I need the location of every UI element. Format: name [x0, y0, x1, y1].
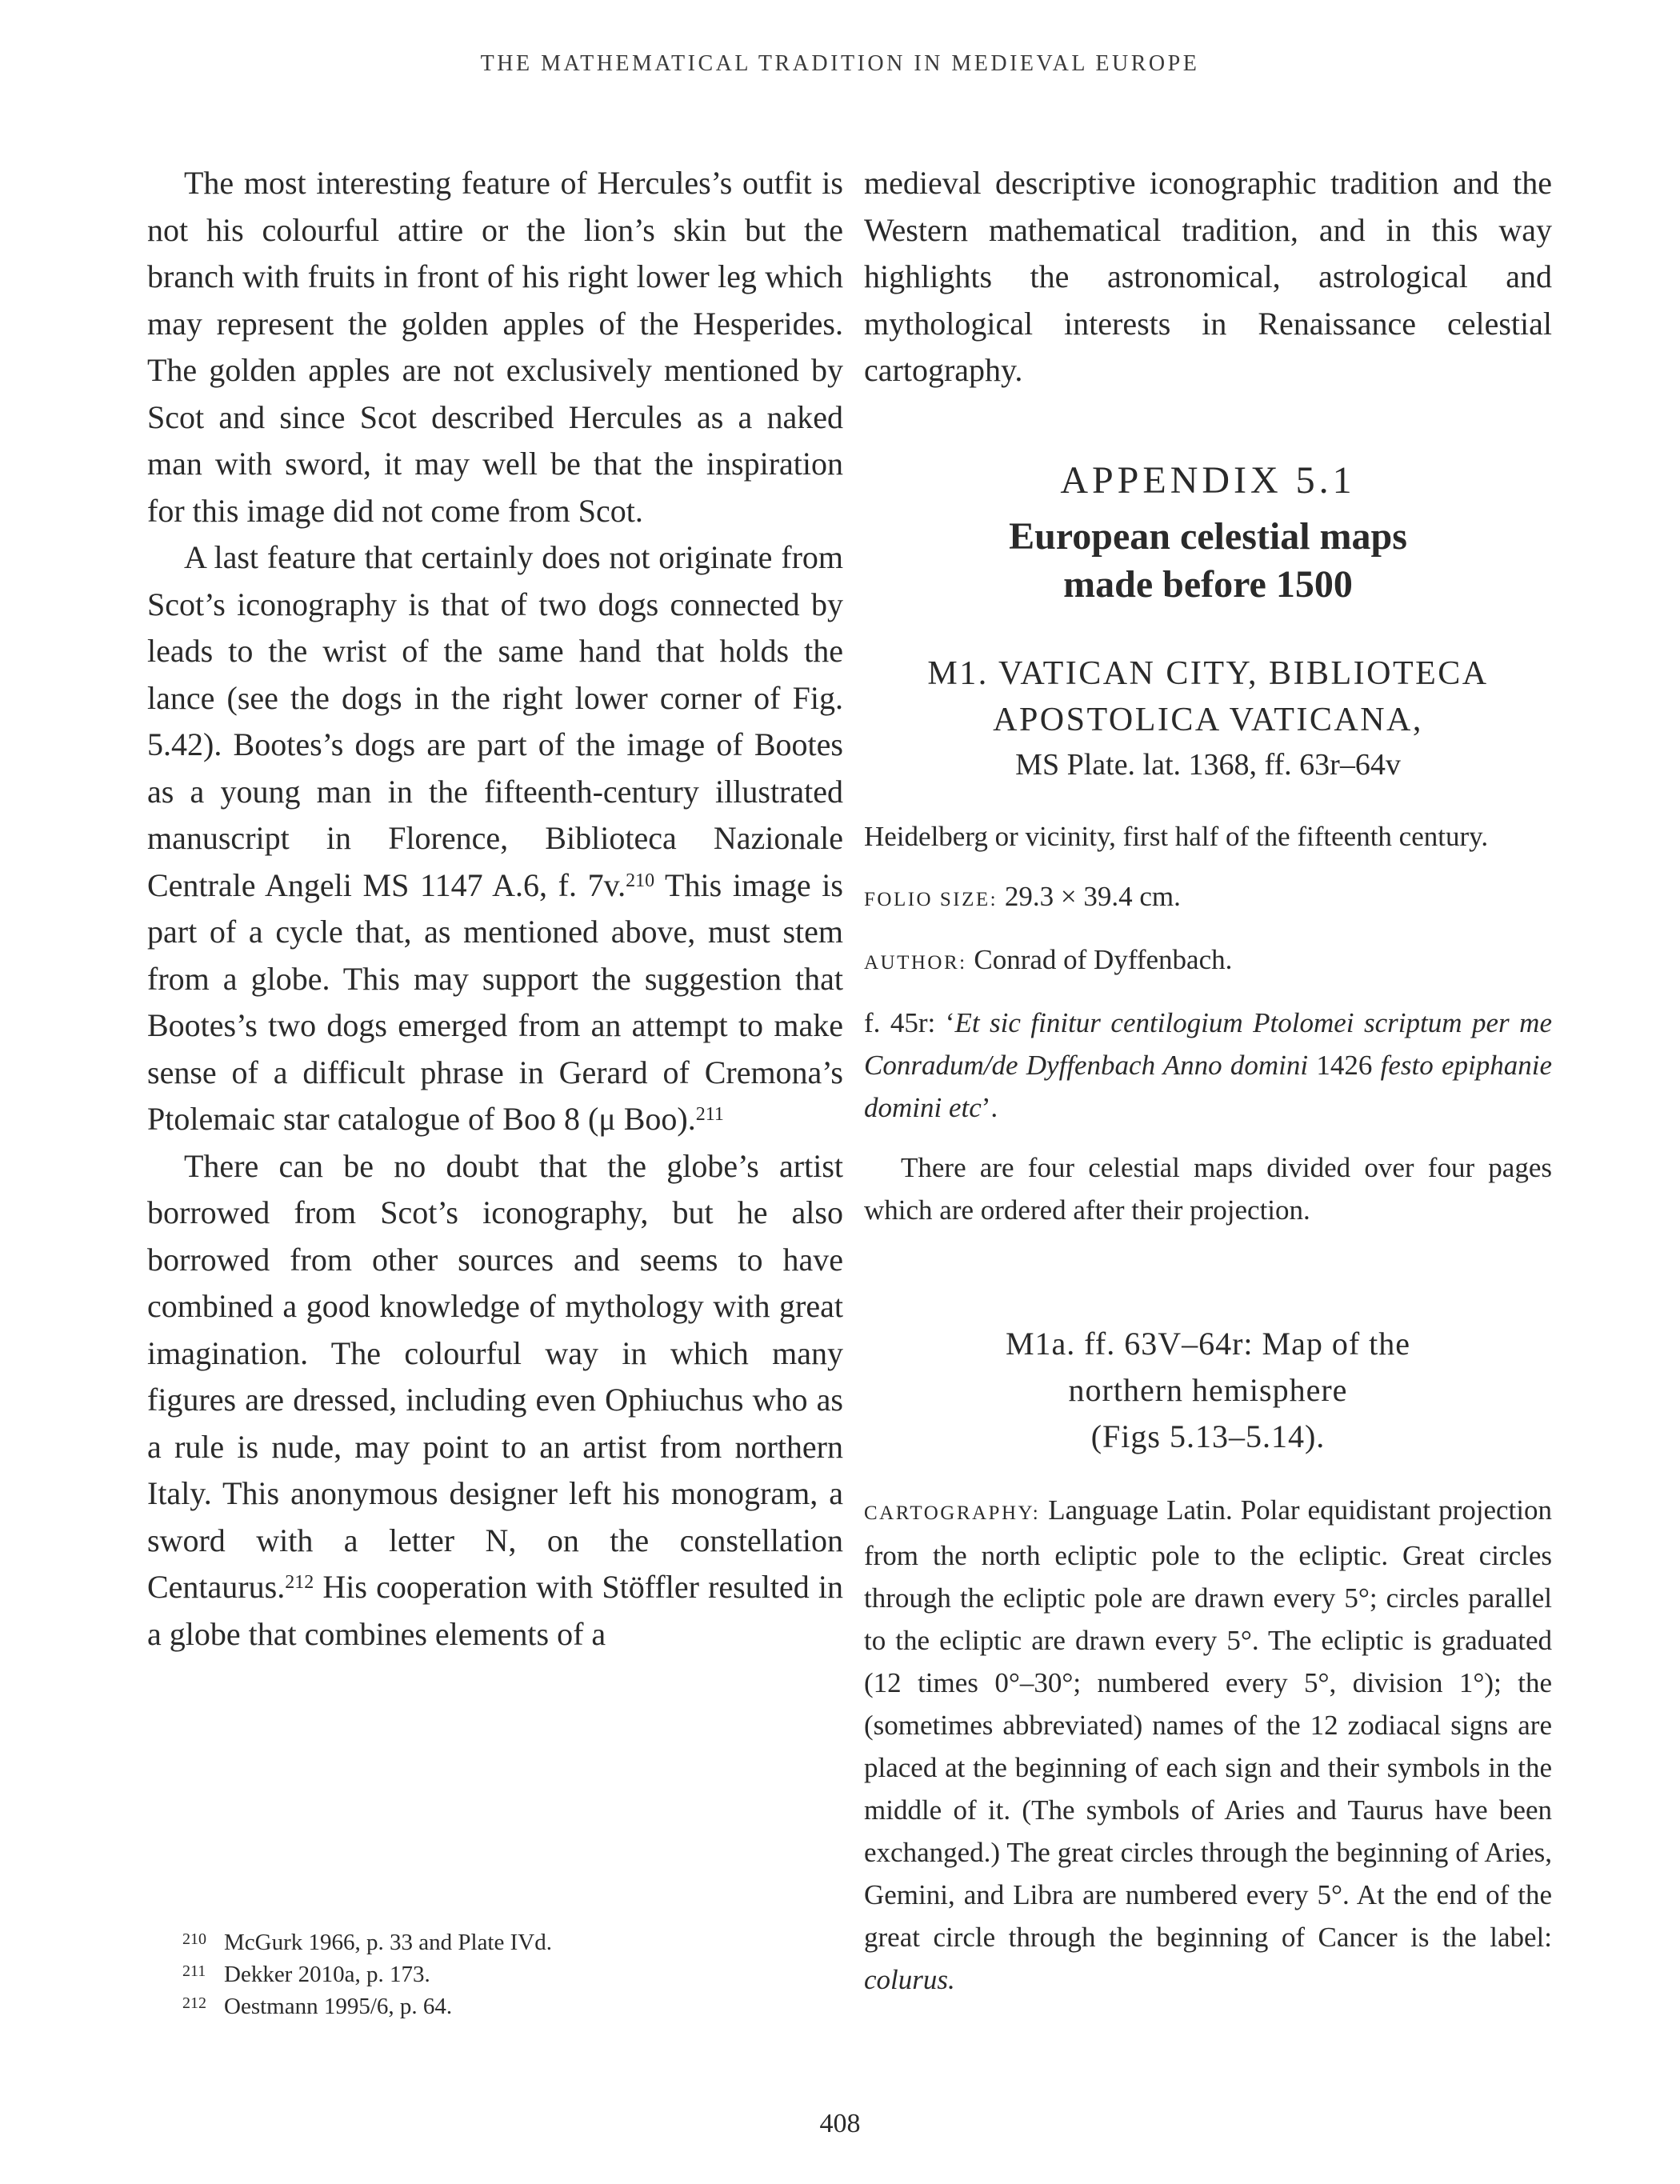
- footnote-212: [182, 1990, 822, 2022]
- manuscript-heading-line: M1. VATICAN CITY, BIBLIOTECA: [927, 654, 1489, 692]
- colurus-label: colurus.: [864, 1963, 955, 1995]
- appendix-number: APPENDIX 5.1: [1060, 458, 1356, 502]
- manuscript-origin: Heidelberg or vicinity, first half of the fifteenth century.: [864, 820, 1489, 852]
- maps-description: There are four celestial maps divided over four pages which are ordered after their projection.: [864, 1151, 1552, 1226]
- footnote-211: [182, 1958, 822, 1990]
- footnote-text: Oestmann 1995/6, p. 64.: [224, 1994, 453, 2019]
- folio-size-value: 29.3 × 39.4 cm.: [998, 880, 1181, 912]
- paragraph-bootes-dogs: [147, 534, 843, 1143]
- colophon-end: ’.: [981, 1091, 998, 1123]
- footnote-number: 212: [182, 1994, 206, 2012]
- paragraph-continuation: medieval descriptive iconographic tradition and the Western mathematical tradition, and in this way highlights the astronomical, astrological and mythological interests in Renaissance celestial cartography.: [864, 165, 1552, 388]
- left-column: [147, 160, 843, 1658]
- footnote-ref-210[interactable]: 210: [626, 870, 655, 891]
- running-head: THE MATHEMATICAL TRADITION IN MEDIEVAL EUROPE: [480, 51, 1200, 76]
- manuscript-heading-line: APOSTOLICA VATICANA,: [993, 701, 1423, 738]
- author: [864, 938, 1552, 984]
- colophon-quote: [864, 1002, 1552, 1129]
- folio-size-label: FOLIO SIZE:: [864, 888, 998, 910]
- footnote-text: McGurk 1966, p. 33 and Plate IVd.: [224, 1930, 552, 1955]
- appendix-title: [864, 513, 1552, 609]
- colophon-year: 1426: [1308, 1049, 1381, 1081]
- cartography-description: [864, 1489, 1552, 2001]
- author-label: AUTHOR:: [864, 951, 967, 974]
- paragraph-text: There can be no doubt that the globe’s artist borrowed from Scot’s iconography, but he also borrowed from other sources and seems to have combined a good knowledge of mythology with great imagination. The colourful way in which many figures are dressed, including even Ophiuchus who as a rule is nude, may point to an artist from northern Italy. This anonymous designer left his monogram, a sword with a letter N, on the constellation Centaurus.: [147, 1147, 843, 1605]
- map-heading: [864, 1321, 1552, 1460]
- paragraph-text: His cooperation with Stöffler resulted in a globe that combines elements of a: [147, 1569, 843, 1652]
- footnote-text: Dekker 2010a, p. 173.: [224, 1962, 430, 1987]
- footnotes: [182, 1926, 822, 2022]
- map-heading-line: northern hemisphere: [1068, 1371, 1348, 1408]
- cartography-text: Language Latin. Polar equidistant projection from the north ecliptic pole to the ecliptic. Great circles through the ecliptic pole are drawn every 5°; circles parallel to the ecliptic are drawn every 5°. The ecliptic is graduated (12 times 0°–30°; numbered every 5°, division 1°); the (sometimes abbreviated) names of the 12 zodiacal signs are placed at the beginning of each sign and their symbols in the middle of it. (The symbols of Aries and Taurus have been exchanged.) The great circles through the beginning of Aries, Gemini, and Libra are numbered every 5°. At the end of the great circle through the beginning of Cancer is the label:: [864, 1494, 1552, 1953]
- footnote-ref-211[interactable]: 211: [695, 1104, 724, 1125]
- footnote-210: [182, 1926, 822, 1958]
- footnote-number: 211: [182, 1962, 206, 1980]
- appendix-heading: [864, 457, 1552, 609]
- paragraph-hercules-outfit: The most interesting feature of Hercules’s outfit is not his colourful attire or the lion’s skin but the branch with fruits in front of his right lower leg which may represent the golden apples of the Hesperides. The golden apples are not exclusively mentioned by Scot and since Scot described Hercules as a naked man with sword, it may well be that the inspiration for this image did not come from Scot.: [147, 165, 843, 529]
- manuscript-heading: [864, 650, 1552, 786]
- map-heading-line: (Figs 5.13–5.14).: [1090, 1418, 1326, 1454]
- colophon-latin: festo epiphanie domini etc: [864, 1049, 1553, 1123]
- appendix-title-line: made before 1500: [1063, 562, 1353, 606]
- map-heading-line: M1a. ff. 63V–64r: Map of the: [1005, 1325, 1411, 1362]
- cartography-label: CARTOGRAPHY:: [864, 1502, 1041, 1524]
- appendix-title-line: European celestial maps: [1009, 514, 1407, 558]
- colophon-latin: Et sic finitur centilogium Ptolomei scriptum per me Conradum/de Dyffenbach Anno domini: [864, 1006, 1552, 1081]
- paragraph-text: This image is part of a cycle that, as mentioned above, must stem from a globe. This may support the suggestion that Bootes’s two dogs emerged from an attempt to make sense of a difficult phrase in Gerard of Cremona’s Ptolemaic star catalogue of Boo 8 (μ Boo).: [147, 866, 843, 1137]
- footnote-ref-212[interactable]: 212: [285, 1572, 314, 1593]
- folio-size: [864, 875, 1552, 921]
- colophon-prefix: f. 45r: ‘: [864, 1006, 955, 1038]
- page-number: 408: [819, 2109, 861, 2138]
- paragraph-text: A last feature that certainly does not originate from Scot’s iconography is that of two dogs connected by leads to the wrist of the same hand that holds the lance (see the dogs in the right lower corner of Fig. 5.42). Bootes’s dogs are part of the image of Bootes as a young man in the fifteenth-century illustrated manuscript in Florence, Biblioteca Nazionale Centrale Angeli MS 1147 A.6, f. 7v.: [147, 539, 843, 903]
- footnote-number: 210: [182, 1930, 206, 1948]
- manuscript-shelfmark: MS Plate. lat. 1368, ff. 63r–64v: [1015, 747, 1401, 782]
- paragraph-globe-artist: [147, 1143, 843, 1658]
- author-value: Conrad of Dyffenbach.: [966, 943, 1233, 975]
- right-column: [864, 160, 1552, 2001]
